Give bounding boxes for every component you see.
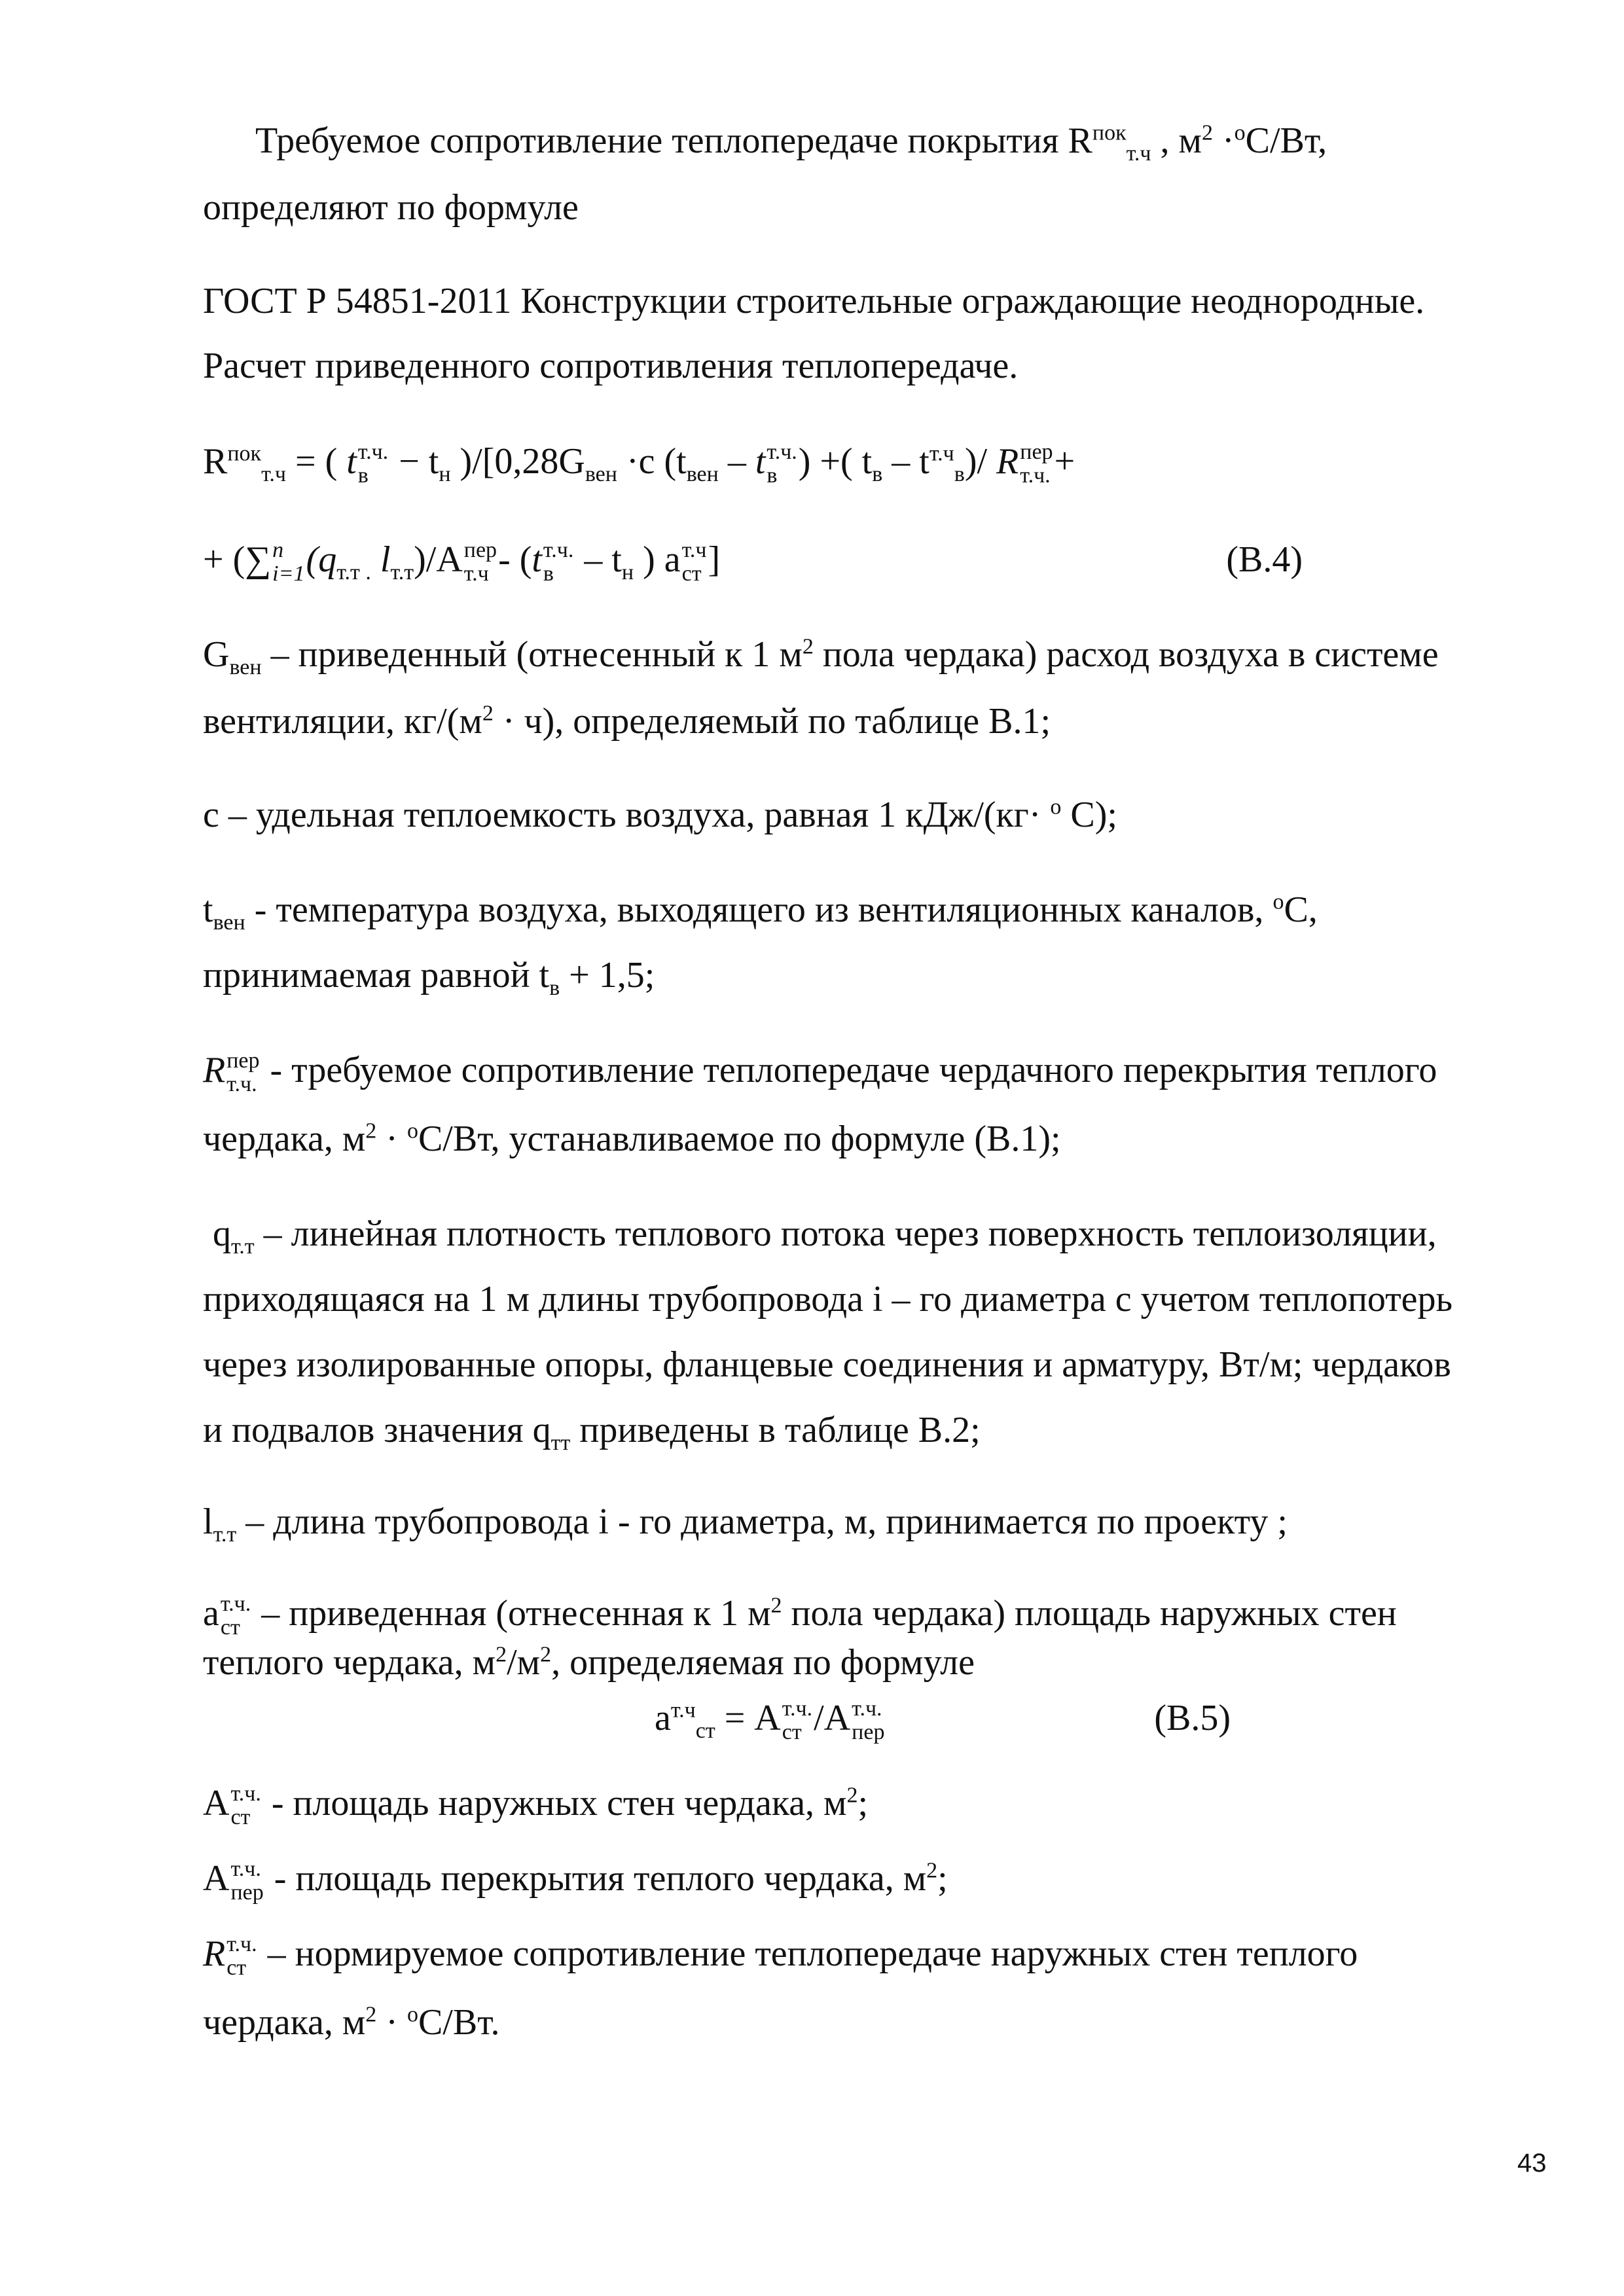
qtt-definition-line-4: и подвалов значения $q_{тт}$ приведены в таблице В.2;	[203, 1410, 981, 1456]
tven-definition-line-2: принимаемая равной $t_в + 1,5$;	[203, 955, 655, 1001]
qtt-definition-line-3: через изолированные опоры, фланцевые соединения и арматуру, Вт/м; чердаков	[203, 1344, 1451, 1385]
a-st-definition: A т.ч. ст - площадь наружных стен чердака, $м^2$;	[203, 1782, 869, 1829]
intro-line-2: определяют по формуле	[203, 187, 579, 228]
ltt-definition: $l_{т.т}$ – длина трубопровода i - го диаметра, м, принимается по проекту ;	[203, 1501, 1288, 1547]
ast-definition-line-2: теплого чердака, $м^2/м^2$, определяемая по формуле	[203, 1642, 975, 1683]
gven-definition-line-1: $G_{вен}$ – приведенный (отнесенный к 1 $м^2$ пола чердака) расход воздуха в системе	[203, 634, 1439, 680]
a-per-definition: A т.ч. пер - площадь перекрытия теплого чердака, $м^2$;	[203, 1857, 948, 1905]
tven-definition-line-1: $t_{вен}$ - температура воздуха, выходящего из вентиляционных каналов, $^о$С,	[203, 889, 1318, 935]
rper-definition-line-2: чердака, $м^2 \cdot ^оС/Вт$, устанавливаемое по формуле (В.1);	[203, 1119, 1061, 1159]
rst-definition-line-1: R т.ч. ст – нормируемое сопротивление теплопередаче наружных стен теплого	[203, 1932, 1358, 1980]
formula-b5: $a^{т.ч}_{ст} = A$ т.ч. ст /A т.ч. пер (В.5)	[655, 1696, 1231, 1744]
rst-definition-line-2: чердака, $м^2 \cdot ^оС/Вт$.	[203, 2002, 500, 2043]
page-number: 43	[1517, 2149, 1547, 2178]
ast-definition-line-1: a т.ч. ст – приведенная (отнесенная к 1 $м^2$ пола чердака) площадь наружных стен	[203, 1592, 1397, 1640]
formula-b4-line-2: + (∑ n i=1 ($q_{т.т .}$ $l_{т.т})/A$ пер т.ч - (t т.ч. в – $t_н$ ) a т.ч ст ] (В.4)	[203, 538, 1303, 586]
qtt-definition-line-2: приходящаяся на 1 м длины трубопровода i – го диаметра с учетом теплопотерь	[203, 1279, 1453, 1319]
gost-reference-line-2: Расчет приведенного сопротивления теплопередаче.	[203, 346, 1019, 386]
intro-line-1: Требуемое сопротивление теплопередаче покрытия $R^{пок}_{т.ч}$ , $м^2 \cdot^оС/Вт$,	[255, 120, 1327, 166]
c-definition: с – удельная теплоемкость воздуха, равная 1 кДж/(кг· $^о$ С);	[203, 795, 1117, 835]
qtt-definition-line-1: $q_{т.т}$ – линейная плотность теплового потока через поверхность теплоизоляции,	[213, 1213, 1437, 1259]
equation-number-b5: (В.5)	[1154, 1698, 1231, 1738]
gven-definition-line-2: вентиляции, $кг/(м^2 \cdot ч)$, определяемый по таблице В.1;	[203, 701, 1051, 742]
rper-definition-line-1: R пер т.ч. - требуемое сопротивление теплопередаче чердачного перекрытия теплого	[203, 1049, 1437, 1096]
equation-number-b4: (В.4)	[1226, 539, 1303, 580]
formula-b4-line-1: $R^{пок}_{т.ч}$ = ( t т.ч. в − $t_н$ )$/[0,28G_{вен} \cdot c$ ($t_{вен}$ – t т.ч. в ) +( $t_в - t^{т.ч}_в)/$ R пер т.ч. +	[203, 440, 1075, 488]
gost-reference-line-1: ГОСТ Р 54851-2011 Конструкции строительные ограждающие неоднородные.	[203, 281, 1425, 321]
